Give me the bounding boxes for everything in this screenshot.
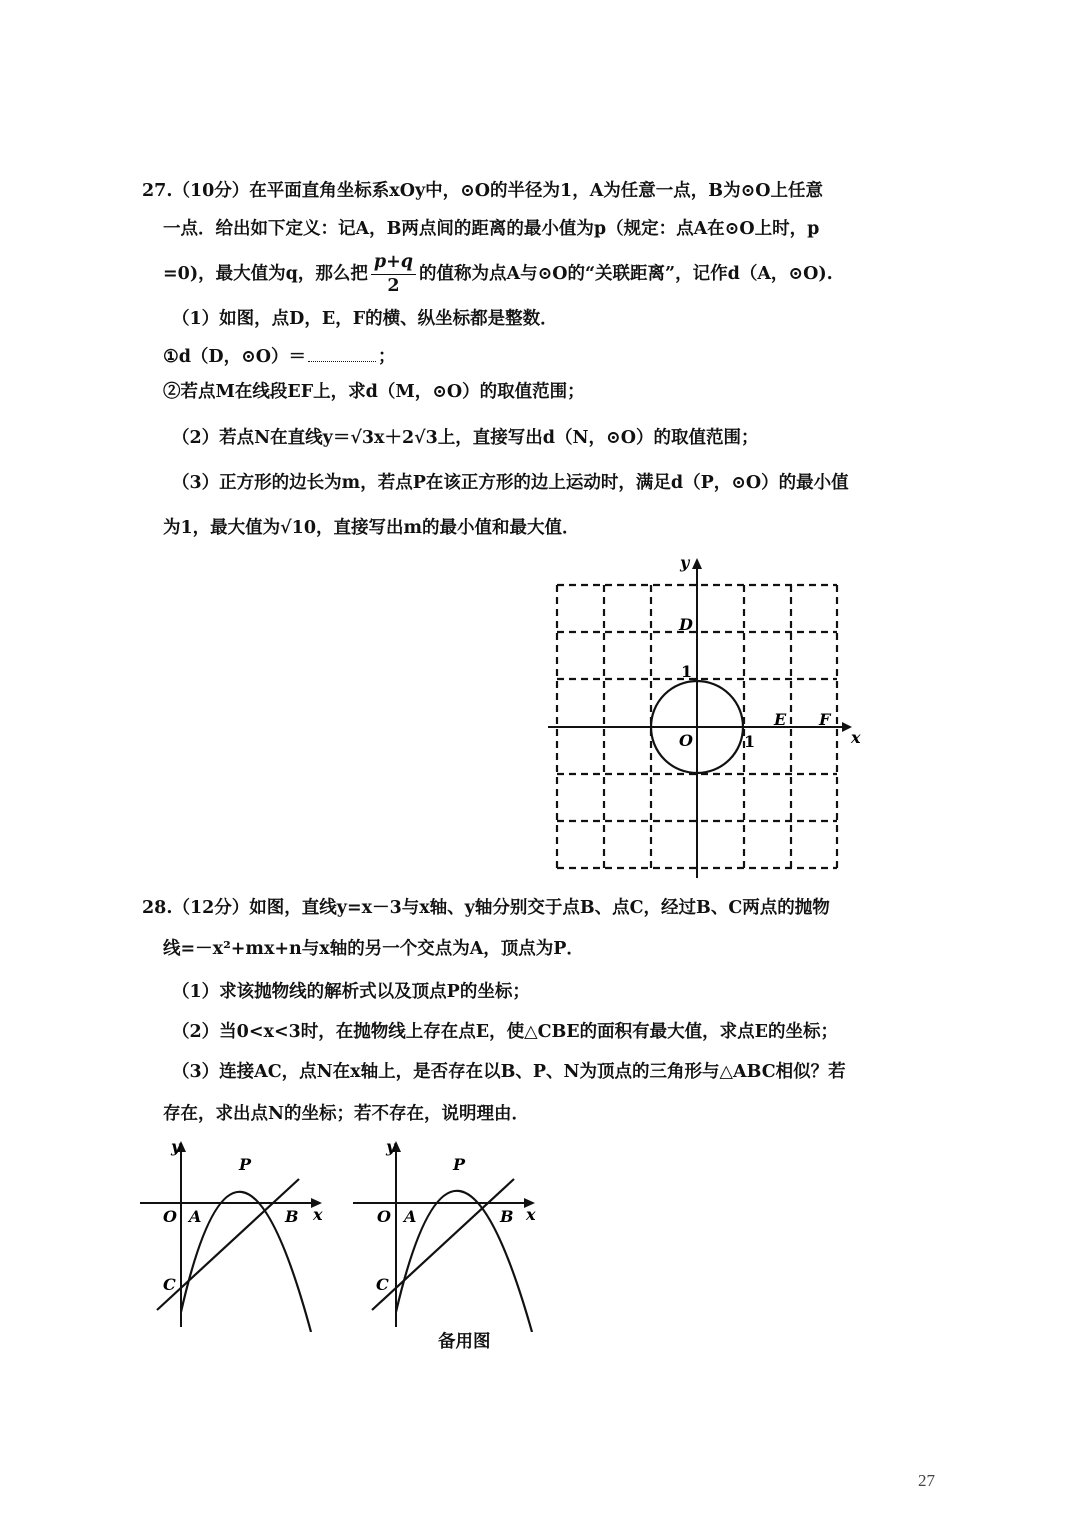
q28-part3-line2: 存在，求出点N的坐标；若不存在，说明理由． xyxy=(163,1104,529,1124)
point-E-label: E xyxy=(774,710,787,729)
q27-part3-line1: （3）正方形的边长为m，若点P在该正方形的边上运动时，满足d（P，⊙O）的最小值 xyxy=(172,473,849,493)
answer-blank xyxy=(308,347,376,362)
q27-part1-a-text: ①d（D，⊙O）＝ xyxy=(163,347,307,367)
q28-line2: 线=－x²+mx+n与x轴的另一个交点为A，顶点为P． xyxy=(163,939,584,959)
point-C-label: C xyxy=(163,1275,176,1294)
point-D-label: D xyxy=(679,615,693,634)
q27-line1: 27.（10分）在平面直角坐标系xOy中，⊙O的半径为1，A为任意一点，B为⊙O上任意 xyxy=(142,181,824,201)
q27-part1-b: ②若点M在线段EF上，求d（M，⊙O）的取值范围； xyxy=(163,382,585,402)
origin-label: O xyxy=(377,1207,391,1226)
q27-line2: 一点．给出如下定义：记A，B两点间的距离的最小值为p（规定：点A在⊙O上时，p xyxy=(163,219,820,239)
figure-27-coordinate-grid xyxy=(540,550,870,880)
spare-figure-caption: 备用图 xyxy=(438,1332,491,1352)
vertex-P-label: P xyxy=(453,1155,466,1174)
x-axis-label: x xyxy=(313,1205,323,1224)
y-axis-label: y xyxy=(680,553,690,572)
figure-28-main xyxy=(135,1132,335,1332)
x-axis-label: x xyxy=(526,1205,536,1224)
q28-line1: 28.（12分）如图，直线y=x－3与x轴、y轴分别交于点B、点C，经过B、C两点的抛物 xyxy=(142,898,830,918)
point-F-label: F xyxy=(819,710,831,729)
vertex-P-label: P xyxy=(239,1155,252,1174)
fraction-denominator: 2 xyxy=(387,275,400,296)
q27-part1-a-end: ； xyxy=(378,347,396,367)
q27-part1-a xyxy=(163,347,396,367)
q27-part3-line2: 为1，最大值为√10，直接写出m的最小值和最大值． xyxy=(163,518,580,538)
line-BC xyxy=(372,1179,514,1310)
q28-part1: （1）求该抛物线的解析式以及顶点P的坐标； xyxy=(172,982,530,1002)
y-axis-label: y xyxy=(171,1137,181,1156)
x-tick-1-label: 1 xyxy=(744,732,756,751)
q28-part3-line1: （3）连接AC，点N在x轴上，是否存在以B、P、N为顶点的三角形与△ABC相似？若 xyxy=(172,1062,846,1082)
page-number: 27 xyxy=(918,1471,935,1490)
fraction-numerator: p+q xyxy=(371,254,416,275)
point-B-label: B xyxy=(285,1207,299,1226)
y-axis-label: y xyxy=(386,1137,396,1156)
figure-28-spare xyxy=(350,1132,550,1332)
y-tick-1-label: 1 xyxy=(681,662,693,681)
x-axis-label: x xyxy=(851,728,861,747)
q27-part1: （1）如图，点D，E，F的横、纵坐标都是整数． xyxy=(172,309,558,329)
q28-part2: （2）当0<x<3时，在抛物线上存在点E，使△CBE的面积有最大值，求点E的坐标； xyxy=(172,1022,838,1042)
origin-label: O xyxy=(679,731,693,750)
point-C-label: C xyxy=(376,1275,389,1294)
point-A-label: A xyxy=(404,1207,417,1226)
origin-label: O xyxy=(163,1207,177,1226)
p-plus-q-over-2-fraction xyxy=(371,254,416,295)
y-axis-arrow-icon xyxy=(692,558,702,569)
q27-line3-end: 的值称为点A与⊙O的“关联距离”，记作d（A，⊙O). xyxy=(419,264,833,284)
q27-line3 xyxy=(163,254,833,295)
point-A-label: A xyxy=(189,1207,202,1226)
line-BC xyxy=(157,1179,299,1310)
q27-part2: （2）若点N在直线y＝√3x＋2√3上，直接写出d（N，⊙O）的取值范围； xyxy=(172,428,759,448)
point-B-label: B xyxy=(500,1207,514,1226)
q27-line3-start: =0)，最大值为q，那么把 xyxy=(163,264,368,284)
